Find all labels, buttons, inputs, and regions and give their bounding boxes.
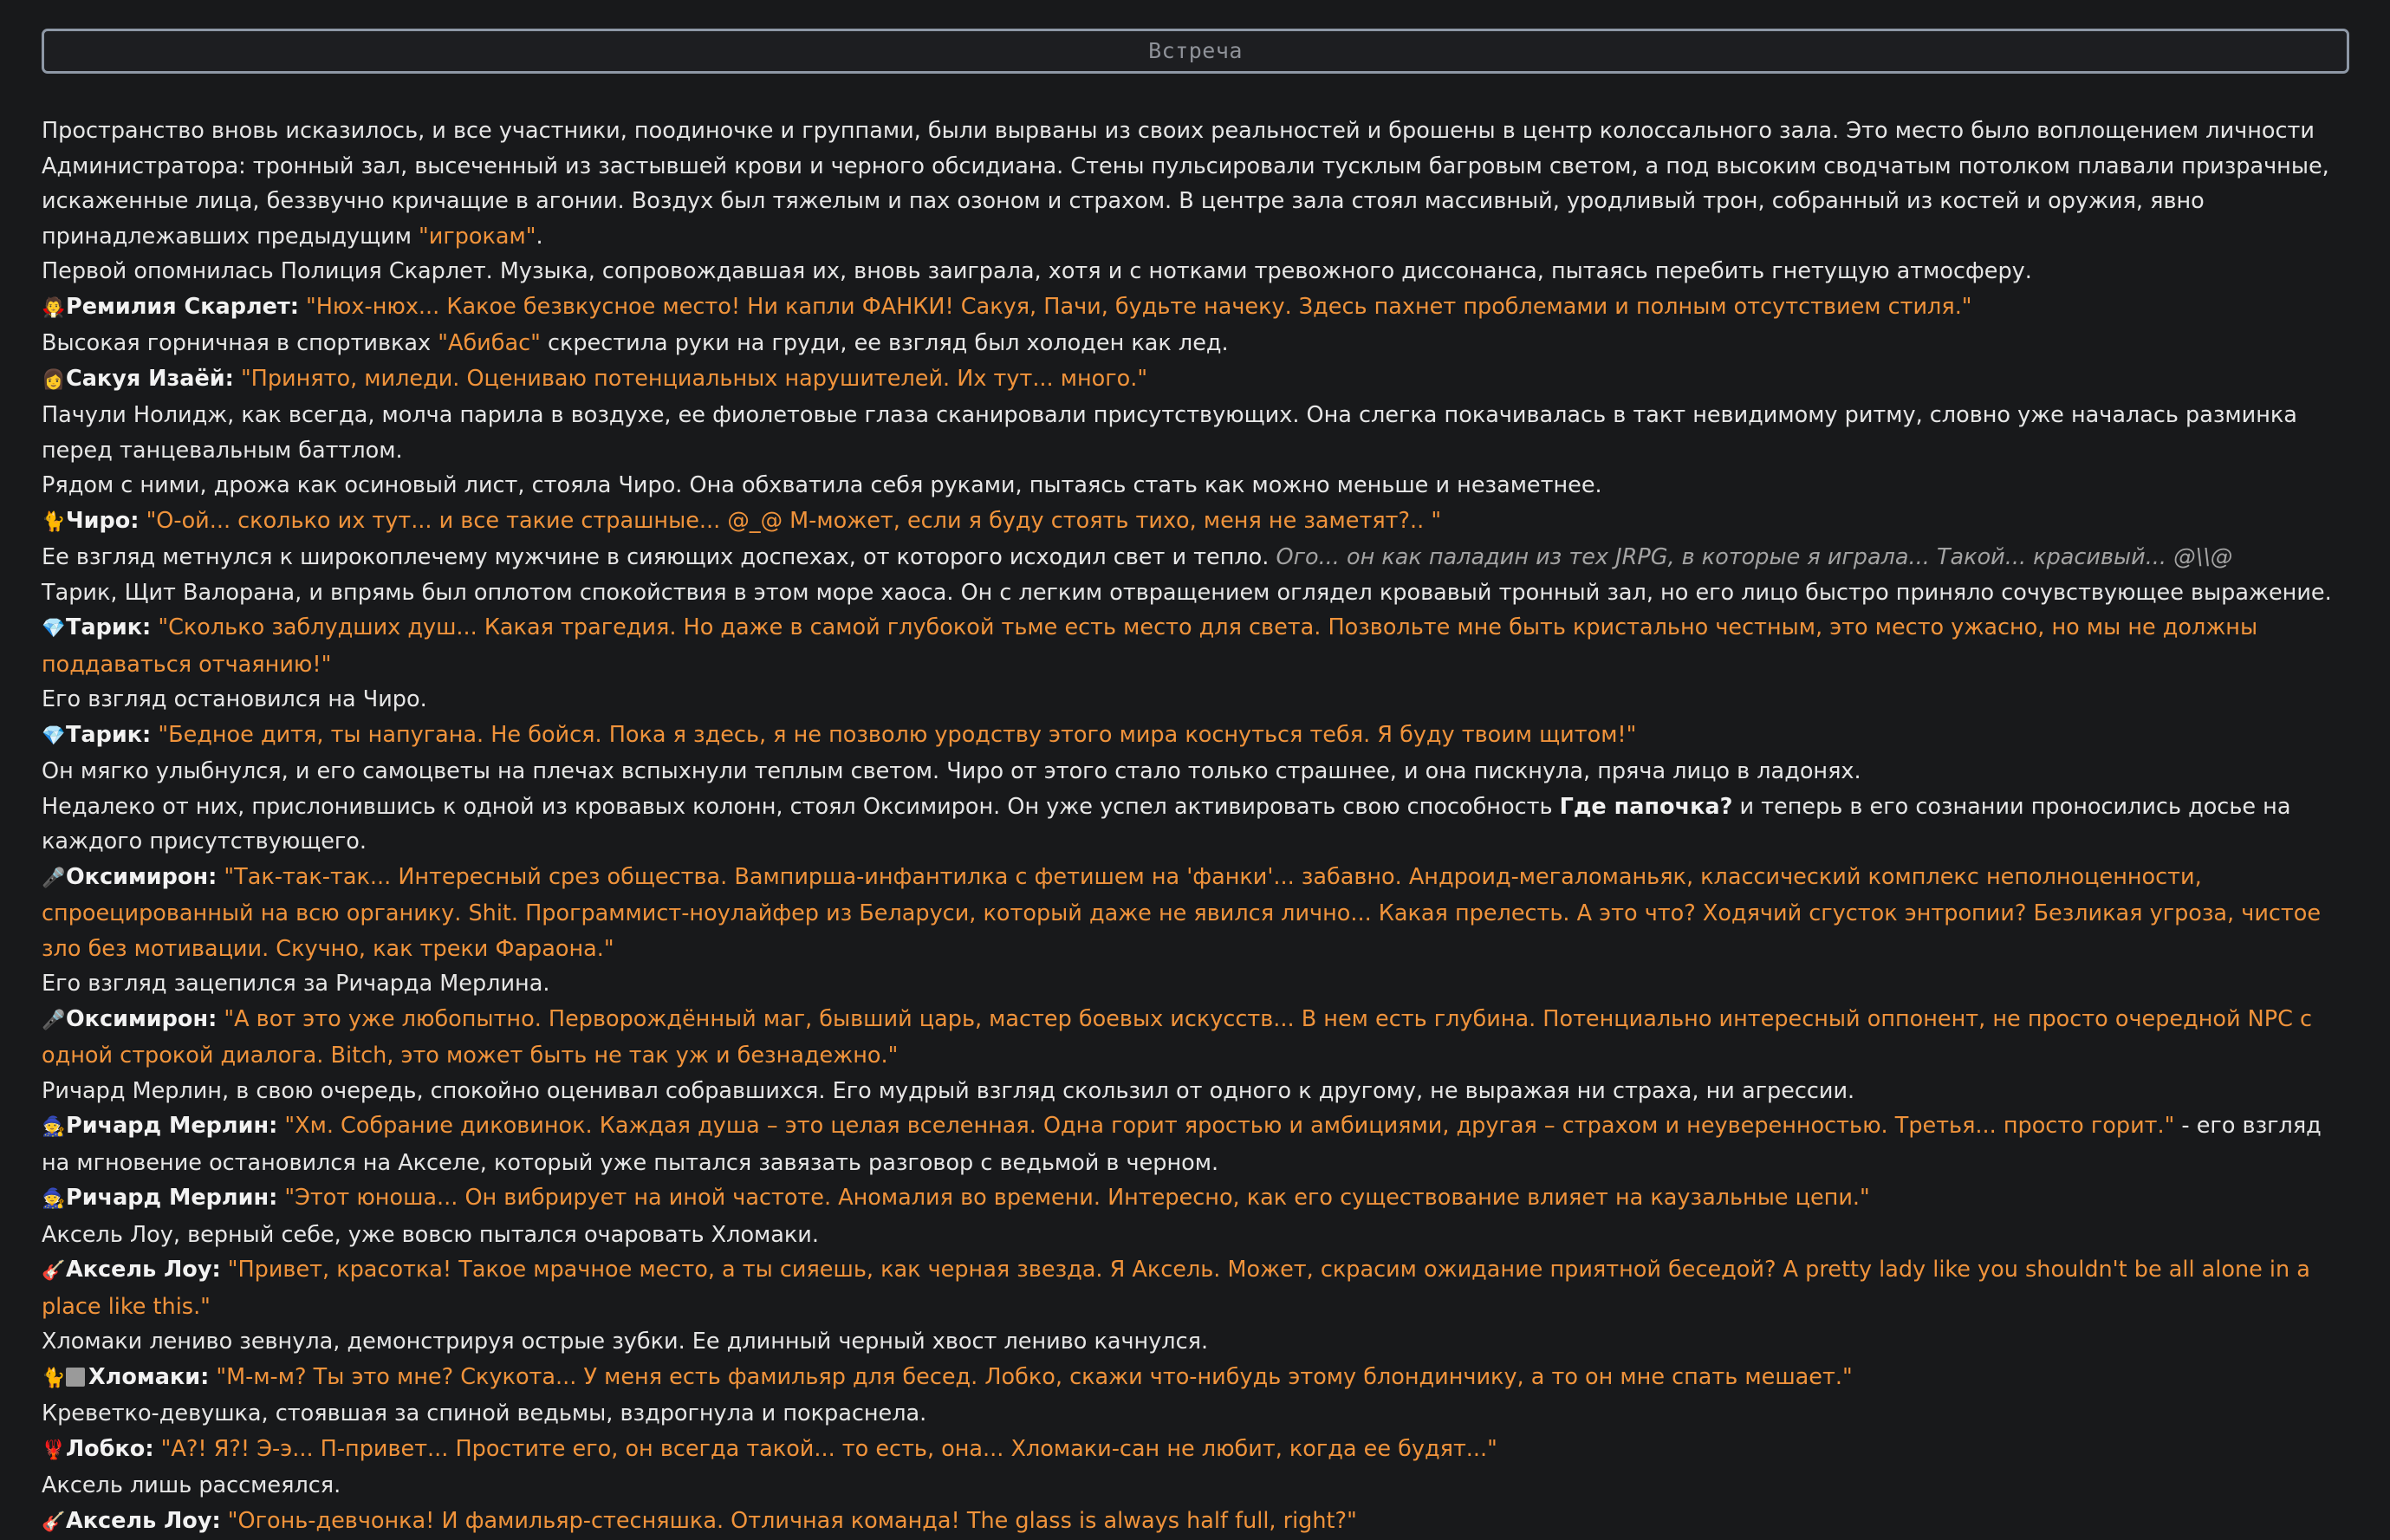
chat-title: Встреча xyxy=(1148,34,1243,69)
speech-text: "О-ой... сколько их тут... и все такие страшные... @_@ М-может, если я буду стоять тихо, меня не заметят?.. " xyxy=(146,508,1442,534)
narration-paragraph xyxy=(42,398,2351,468)
narration-text: Хломаки лениво зевнула, демонстрируя острые зубки. Ее длинный черный хвост лениво качнулся. xyxy=(42,1329,1208,1355)
vampire-icon: 🧛 xyxy=(42,291,64,327)
dialogue-line xyxy=(42,1360,2351,1397)
speaker-name: Лобко: xyxy=(66,1436,154,1462)
dialogue-line xyxy=(42,1180,2351,1218)
narration-text: Креветко-девушка, стоявшая за спиной ведьмы, вздрогнула и покраснела. xyxy=(42,1400,926,1426)
guitar-icon: 🎸 xyxy=(42,1505,64,1540)
microphone-icon: 🎤 xyxy=(42,1004,64,1039)
dialogue-line xyxy=(42,860,2351,967)
narration-paragraph xyxy=(42,1218,2351,1253)
dialogue-line xyxy=(42,1252,2351,1324)
narration-text: Его взгляд остановился на Чиро. xyxy=(42,686,427,712)
gem-icon: 💎 xyxy=(42,612,64,647)
wizard-icon: 🧙 xyxy=(42,1110,64,1146)
quoted-text: "игрокам" xyxy=(419,224,536,250)
dialogue-line xyxy=(42,1002,2351,1074)
speech-text: "Хм. Собрание диковинок. Каждая душа – это целая вселенная. Одна горит яростью и амбициями, другая – страхом и неуверенностью. Третья... просто горит." xyxy=(284,1113,2174,1139)
speaker-name: Ричард Мерлин: xyxy=(66,1185,277,1211)
narration-paragraph xyxy=(42,1468,2351,1504)
speech-text: "Сколько заблудших душ... Какая трагедия. Но даже в самой глубокой тьме есть место для света. Позвольте мне быть кристально честным, это место ужасно, но мы не должны поддаваться отчаянию!" xyxy=(42,614,2257,678)
narration-text: скрестила руки на груди, ее взгляд был холоден как лед. xyxy=(541,330,1229,356)
speech-text: "Этот юноша... Он вибрирует на иной частоте. Аномалия во времени. Интересно, как его существование влияет на каузальные цепи." xyxy=(284,1185,1869,1211)
narration-text: Высокая горничная в спортивках xyxy=(42,330,438,356)
black-cat-icon: 🐈 xyxy=(42,1361,64,1397)
speaker-name: Аксель Лоу: xyxy=(66,1257,221,1283)
speech-text: "Нюх-нюх... Какое безвкусное место! Ни капли ФАНКИ! Сакуя, Пачи, будьте начеку. Здесь пахнет проблемами и полным отсутствием стиля." xyxy=(306,294,1972,320)
narration-text: Тарик, Щит Валорана, и впрямь был оплотом спокойствия в этом море хаоса. Он с легким отвращением оглядел кровавый тронный зал, но его лицо быстро приняло сочувствующее выражение. xyxy=(42,580,2332,606)
speaker-name: Хломаки: xyxy=(88,1364,209,1390)
speech-text: "Так-так-так... Интересный срез общества. Вампирша-инфантилка с фетишем на 'фанки'... забавно. Андроид-мегаломаньяк, классический комплекс неполноценности, спроецированный на всю органику. Shit. Программист-ноулайфер из Беларуси, который даже не явился лично... Какая прелесть. А это что? Ходячий сгусток энтропии? Безликая угроза, чистое зло без мотивации. Скучно, как треки Фараона." xyxy=(42,864,2321,962)
narration-text: Первой опомнилась Полиция Скарлет. Музыка, сопровождавшая их, вновь заиграла, хотя и с нотками тревожного диссонанса, пытаясь перебить гнетущую атмосферу. xyxy=(42,258,2032,284)
dialogue-line xyxy=(42,1432,2351,1469)
dialogue-line xyxy=(42,1108,2351,1180)
speech-text: "А вот это уже любопытно. Перворождённый маг, бывший царь, мастер боевых искусств... В нем есть глубина. Потенциально интересный оппонент, не просто очередной NPC с одной строкой диалога. Bitch, это может быть не так уж и безнадежно." xyxy=(42,1006,2312,1069)
narration-text: и теперь в его сознании проносились досье на каждого присутствующего. xyxy=(42,794,2290,855)
speech-text: "Привет, красотка! Такое мрачное место, а ты сияешь, как черная звезда. Я Аксель. Может, скрасим ожидание приятной беседой? A pretty lady like you shouldn't be all alone in a place like this." xyxy=(42,1257,2310,1320)
narration-paragraph xyxy=(42,326,2351,361)
guitar-icon: 🎸 xyxy=(42,1254,64,1290)
narration-paragraph xyxy=(42,1074,2351,1109)
maid-icon: 👩 xyxy=(42,363,64,399)
narration-text: Аксель Лоу, верный себе, уже вовсю пытался очаровать Хломаки. xyxy=(42,1222,819,1248)
speaker-name: Чиро: xyxy=(66,508,139,534)
narration-paragraph xyxy=(42,1324,2351,1360)
narration-paragraph xyxy=(42,754,2351,789)
speaker-name: Ричард Мерлин: xyxy=(66,1113,277,1139)
narration-text: Недалеко от них, прислонившись к одной из кровавых колонн, стоял Оксимирон. Он уже успел активировать свою способность xyxy=(42,794,1560,820)
dialogue-line xyxy=(42,610,2351,682)
speech-text: "Бедное дитя, ты напугана. Не бойся. Пока я здесь, я не позволю уродству этого мира коснуться тебя. Я буду твоим щитом!" xyxy=(158,722,1636,748)
narration-text: Он мягко улыбнулся, и его самоцветы на плечах вспыхнули теплым светом. Чиро от этого стало только страшнее, и она пискнула, пряча лицо в ладонях. xyxy=(42,758,1861,784)
narration-text: Рядом с ними, дрожа как осиновый лист, стояла Чиро. Она обхватила себя руками, пытаясь стать как можно меньше и незаметнее. xyxy=(42,472,1602,498)
speaker-name: Тарик: xyxy=(66,614,151,640)
dialogue-line xyxy=(42,1504,2351,1540)
cat-icon: 🐈 xyxy=(42,505,64,541)
narration-paragraph xyxy=(42,1396,2351,1432)
narration-paragraph xyxy=(42,114,2351,254)
narration-paragraph xyxy=(42,789,2351,860)
story-log xyxy=(42,114,2351,1540)
thought-text: Ого... он как паладин из тех JRPG, в которые я играла... Такой... красивый... @\\@ xyxy=(1276,544,2233,570)
speaker-name: Оксимирон: xyxy=(66,864,217,890)
speech-text: "А?! Я?! Э-э... П-привет... Простите его, он всегда такой... то есть, она... Хломаки-сан не любит, когда ее будят..." xyxy=(161,1436,1497,1462)
narration-paragraph xyxy=(42,575,2351,611)
quoted-text: "Абибас" xyxy=(438,330,541,356)
narration-paragraph xyxy=(42,682,2351,718)
microphone-icon: 🎤 xyxy=(42,861,64,897)
narration-text: Его взгляд зацепился за Ричарда Мерлина. xyxy=(42,971,549,997)
black-square-icon xyxy=(66,1368,85,1387)
speech-text: "М-м-м? Ты это мне? Скукота... У меня есть фамильяр для бесед. Лобко, скажи что-нибудь этому блондинчику, а то он мне спать мешает." xyxy=(216,1364,1852,1390)
narration-text: Ее взгляд метнулся к широкоплечему мужчине в сияющих доспехах, от которого исходил свет и тепло. xyxy=(42,544,1276,570)
speaker-name: Аксель Лоу: xyxy=(66,1508,221,1534)
narration-paragraph xyxy=(42,540,2351,575)
speech-text: "Принято, миледи. Оцениваю потенциальных нарушителей. Их тут... много." xyxy=(241,366,1147,392)
narration-paragraph xyxy=(42,254,2351,289)
narration-text: Аксель лишь рассмеялся. xyxy=(42,1472,341,1498)
speaker-name: Сакуя Изаёй: xyxy=(66,366,234,392)
dialogue-line xyxy=(42,361,2351,399)
narration-text: - его взгляд на мгновение остановился на Акселе, который уже пытался завязать разговор с ведьмой в черном. xyxy=(42,1113,2322,1176)
chat-title-bar xyxy=(42,29,2349,74)
narration-text: Ричард Мерлин, в свою очередь, спокойно оценивал собравшихся. Его мудрый взгляд скользил от одного к другому, не выражая ни страха, ни агрессии. xyxy=(42,1078,1854,1104)
wizard-icon: 🧙 xyxy=(42,1182,64,1218)
speaker-name: Ремилия Скарлет: xyxy=(66,294,299,320)
narration-paragraph xyxy=(42,966,2351,1002)
narration-text: Пространство вновь исказилось, и все участники, поодиночке и группами, были вырваны из своих реальностей и брошены в центр колоссального зала. Это место было воплощением личности Администратора: тронный зал, высеченный из застывшей крови и черного обсидиана. Стены пульсировали тусклым багровым светом, а под высоким сводчатым потолком плавали призрачные, искаженные лица, беззвучно кричащие в агонии. Воздух был тяжелым и пах озоном и страхом. В центре зала стоял массивный, уродливый трон, собранный из костей и оружия, явно принадлежавших предыдущим xyxy=(42,118,2329,250)
speaker-name: Оксимирон: xyxy=(66,1006,217,1032)
narration-paragraph xyxy=(42,468,2351,504)
dialogue-line xyxy=(42,718,2351,755)
narration-text: . xyxy=(536,224,543,250)
dialogue-line xyxy=(42,504,2351,541)
narration-text: Пачули Нолидж, как всегда, молча парила в воздухе, ее фиолетовые глаза сканировали присутствующих. Она слегка покачивалась в такт невидимому ритму, словно уже началась разминка перед танцевальным баттлом. xyxy=(42,402,2297,464)
gem-icon: 💎 xyxy=(42,719,64,755)
dialogue-line xyxy=(42,289,2351,327)
lobster-icon: 🦞 xyxy=(42,1433,64,1469)
ability-name: Где папочка? xyxy=(1560,794,1733,820)
speaker-name: Тарик: xyxy=(66,722,151,748)
speech-text: "Огонь-девчонка! И фамильяр-стесняшка. Отличная команда! The glass is always half full, right?" xyxy=(228,1508,1357,1534)
